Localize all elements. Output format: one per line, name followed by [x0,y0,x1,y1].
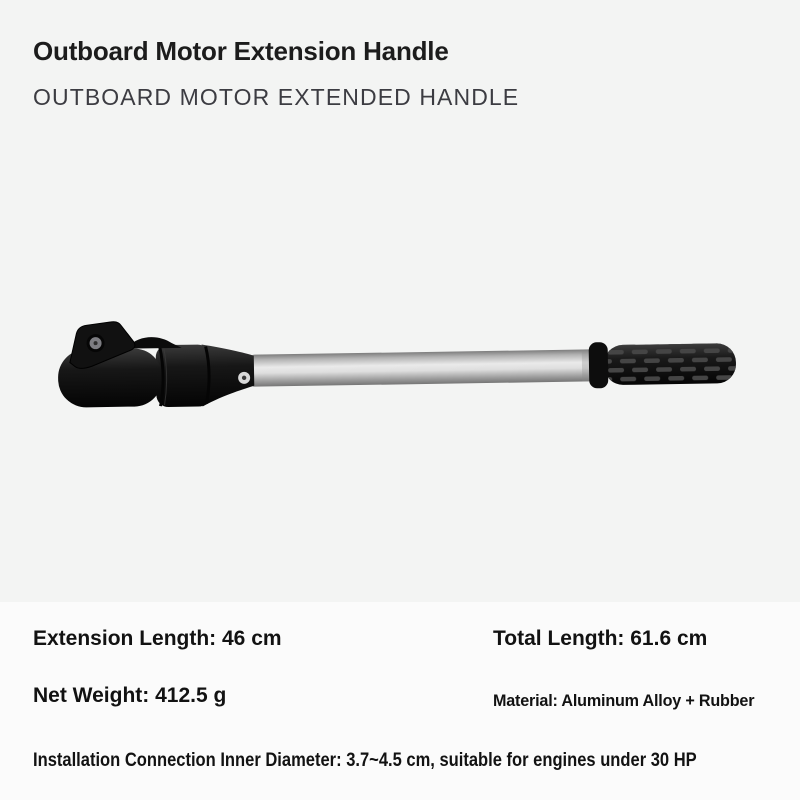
header [0,0,800,140]
spec-net-weight: Net Weight: 412.5 g [33,684,227,707]
specs-panel [0,602,800,800]
spec-material: Material: Aluminum Alloy + Rubber [493,691,755,710]
aluminum-tube [252,349,600,386]
grip-collar [589,342,609,388]
product-subtitle: OUTBOARD MOTOR EXTENDED HANDLE [33,84,520,110]
spec-total-length: Total Length: 61.6 cm [493,627,708,650]
spec-installation-note: Installation Connection Inner Diameter: 3.7~4.5 cm, suitable for engines under 30 HP [33,750,697,771]
product-image [0,150,800,590]
spec-extension-length: Extension Length: 46 cm [33,627,282,650]
product-title: Outboard Motor Extension Handle [33,36,449,66]
grip-tread [604,343,737,385]
extension-handle-photo [30,300,750,430]
